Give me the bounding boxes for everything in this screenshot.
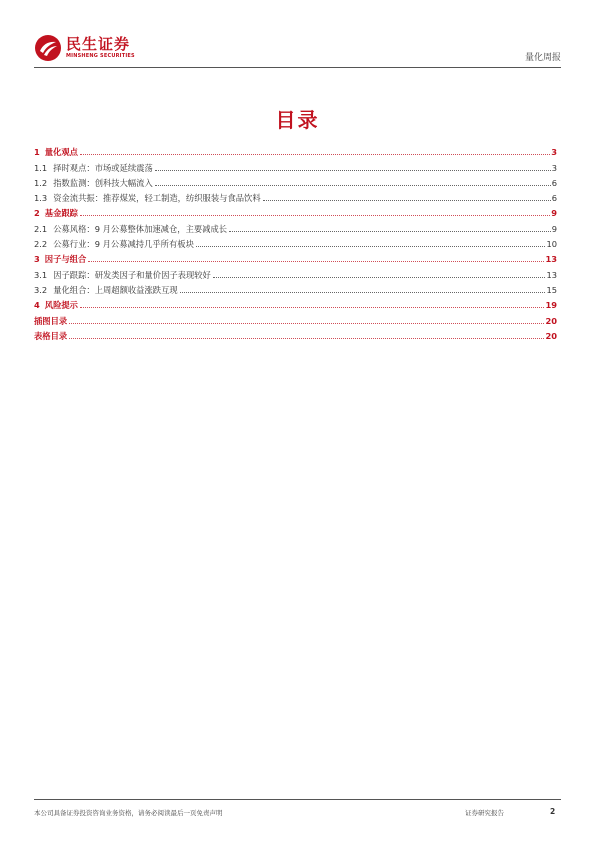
toc-entry-page: 20: [545, 330, 557, 341]
toc-entry-label: 表格目录: [34, 330, 68, 341]
toc-entry-label: 量化观点: [44, 147, 78, 158]
toc-entry[interactable]: [34, 249, 557, 264]
toc-entry-number: 1.3: [34, 193, 48, 204]
report-type-label: 量化周报: [524, 53, 561, 63]
toc-entry-page: 6: [551, 193, 557, 204]
toc-entry[interactable]: [34, 218, 557, 233]
toc-entry-page: 6: [551, 177, 557, 188]
toc-entry[interactable]: [34, 280, 557, 295]
toc-entry[interactable]: [34, 173, 557, 188]
toc-entry[interactable]: [34, 142, 557, 157]
toc-entry-number: 2.2: [34, 239, 48, 250]
toc-dot-leader: [69, 323, 544, 324]
toc-entry[interactable]: [34, 310, 557, 325]
toc-entry[interactable]: [34, 234, 557, 249]
toc-dot-leader: [263, 200, 551, 201]
page-title: 目录: [275, 108, 320, 132]
toc-entry-page: 20: [545, 315, 557, 326]
toc-entry-label: 基金跟踪: [44, 208, 78, 219]
footer-disclaimer: 本公司具备证券投资咨询业务资格，请务必阅读最后一页免责声明: [34, 809, 223, 817]
toc-entry-page: 15: [546, 284, 557, 295]
toc-entry-number: 3.1: [34, 269, 48, 280]
toc-entry-number: 1.1: [34, 162, 48, 173]
toc-entry-number: 2: [34, 208, 40, 219]
toc-entry[interactable]: [34, 326, 557, 341]
toc-entry-label: 插图目录: [34, 315, 68, 326]
toc-dot-leader: [88, 261, 544, 262]
toc-entry-label: 指数监测：创科技大幅流入: [53, 177, 153, 188]
page-header: [34, 30, 561, 68]
company-logo: [34, 32, 135, 64]
toc-dot-leader: [80, 215, 550, 216]
logo-chinese-name: 民生证券: [66, 35, 131, 53]
toc-entry[interactable]: [34, 203, 557, 218]
toc-entry-label: 因子跟踪：研发类因子和量价因子表现较好: [53, 269, 211, 280]
header-divider: [34, 67, 561, 68]
toc-entry[interactable]: [34, 188, 557, 203]
toc-entry-page: 9: [551, 208, 557, 219]
toc-entry-label: 资金流共振：推荐煤炭，轻工制造，纺织服装与食品饮料: [53, 193, 261, 204]
toc-entry-page: 19: [545, 300, 557, 311]
logo-text: [66, 36, 135, 60]
toc-entry[interactable]: [34, 295, 557, 310]
toc-entry-number: 2.1: [34, 223, 48, 234]
toc-dot-leader: [80, 154, 550, 155]
toc-dot-leader: [155, 185, 551, 186]
toc-entry-number: 3: [34, 254, 40, 265]
toc-dot-leader: [196, 246, 546, 247]
logo-english-name: MINSHENG SECURITIES: [66, 53, 135, 59]
toc-entry-number: 1: [34, 147, 40, 158]
table-of-contents: [34, 142, 557, 341]
minsheng-logo-icon: [34, 34, 62, 62]
toc-entry-page: 3: [551, 162, 557, 173]
toc-entry[interactable]: [34, 157, 557, 172]
toc-entry-label: 公募行业：9 月公募减持几乎所有板块: [53, 239, 194, 250]
toc-dot-leader: [180, 292, 546, 293]
toc-entry-label: 量化组合：上周超额收益涨跌互现: [53, 284, 178, 295]
toc-dot-leader: [155, 170, 551, 171]
toc-entry-page: 13: [545, 254, 557, 265]
toc-entry-page: 10: [546, 239, 557, 250]
toc-dot-leader: [229, 231, 551, 232]
toc-entry-label: 因子与组合: [44, 254, 87, 265]
toc-entry-page: 3: [551, 147, 557, 158]
toc-entry-number: 4: [34, 300, 40, 311]
footer-doc-type: 证券研究报告: [465, 809, 504, 817]
toc-entry-page: 13: [546, 269, 557, 280]
toc-entry-number: 1.2: [34, 177, 48, 188]
toc-entry-label: 风险提示: [44, 300, 78, 311]
toc-dot-leader: [213, 277, 546, 278]
page-number: 2: [550, 807, 556, 816]
footer-divider: [34, 799, 561, 800]
toc-dot-leader: [69, 338, 544, 339]
toc-entry[interactable]: [34, 264, 557, 279]
toc-entry-label: 择时观点：市场或延续震荡: [53, 162, 153, 173]
toc-entry-page: 9: [551, 223, 557, 234]
toc-entry-label: 公募风格：9 月公募整体加速减仓，主要减成长: [53, 223, 228, 234]
toc-entry-number: 3.2: [34, 284, 48, 295]
toc-dot-leader: [80, 307, 544, 308]
